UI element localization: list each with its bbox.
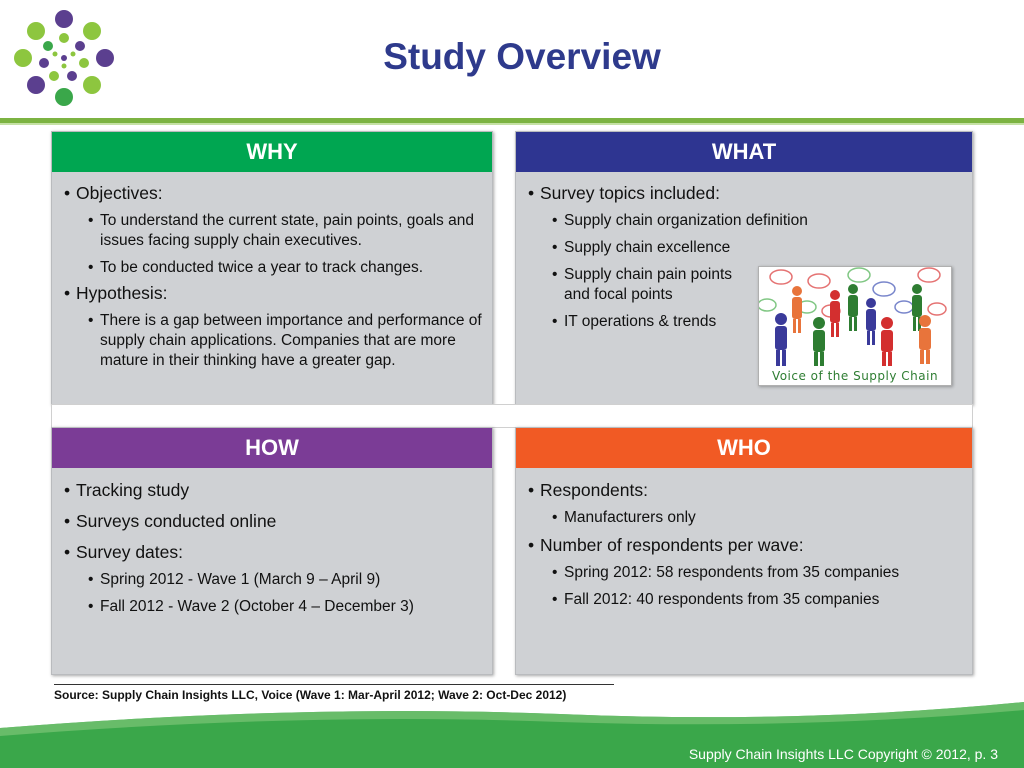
who-header: WHO bbox=[516, 428, 972, 468]
source-divider bbox=[54, 684, 614, 685]
who-panel bbox=[515, 427, 973, 675]
footer-copyright: Supply Chain Insights LLC Copyright © 2012, p. 3 bbox=[688, 746, 998, 762]
why-hypothesis: • Hypothesis: bbox=[62, 283, 482, 304]
voice-image-caption: Voice of the Supply Chain bbox=[771, 369, 939, 383]
why-objectives: • Objectives: bbox=[62, 183, 482, 204]
what-topic-1: • Supply chain organization definition bbox=[526, 211, 962, 231]
why-header: WHY bbox=[52, 132, 492, 172]
how-tracking: • Tracking study bbox=[62, 480, 482, 501]
people-speech-bubbles-icon bbox=[759, 267, 951, 371]
voice-of-supply-chain-image bbox=[758, 266, 952, 386]
who-fall: • Fall 2012: 40 respondents from 35 companies bbox=[526, 590, 962, 610]
who-spring: • Spring 2012: 58 respondents from 35 companies bbox=[526, 563, 962, 583]
what-topic-3: • Supply chain pain points and focal points bbox=[526, 265, 754, 305]
what-topics: • Survey topics included: bbox=[526, 183, 962, 204]
what-topic-2: • Supply chain excellence bbox=[526, 238, 962, 258]
why-hypothesis-text: • There is a gap between importance and performance of supply chain applications. Companies that are more mature in their thinking have a greater gap. bbox=[62, 311, 482, 371]
why-panel bbox=[51, 131, 493, 405]
page-title: Study Overview bbox=[383, 36, 661, 77]
how-date-spring: • Spring 2012 - Wave 1 (March 9 – April 9) bbox=[62, 570, 482, 590]
header-divider-shadow bbox=[0, 123, 1024, 125]
how-dates: • Survey dates: bbox=[62, 542, 482, 563]
who-respondents: • Respondents: bbox=[526, 480, 962, 501]
who-number-per-wave: • Number of respondents per wave: bbox=[526, 535, 962, 556]
panel-separator bbox=[51, 404, 973, 428]
how-online: • Surveys conducted online bbox=[62, 511, 482, 532]
who-manufacturers: • Manufacturers only bbox=[526, 508, 962, 528]
what-header: WHAT bbox=[516, 132, 972, 172]
how-header: HOW bbox=[52, 428, 492, 468]
how-date-fall: • Fall 2012 - Wave 2 (October 4 – December 3) bbox=[62, 597, 482, 617]
how-panel bbox=[51, 427, 493, 675]
what-topic-4: • IT operations & trends bbox=[526, 312, 962, 332]
why-objective-1: • To understand the current state, pain points, goals and issues facing supply chain executives. bbox=[62, 211, 482, 251]
why-objective-2: • To be conducted twice a year to track changes. bbox=[62, 258, 482, 278]
source-note: Source: Supply Chain Insights LLC, Voice (Wave 1: Mar-April 2012; Wave 2: Oct-Dec 2012) bbox=[54, 688, 567, 702]
